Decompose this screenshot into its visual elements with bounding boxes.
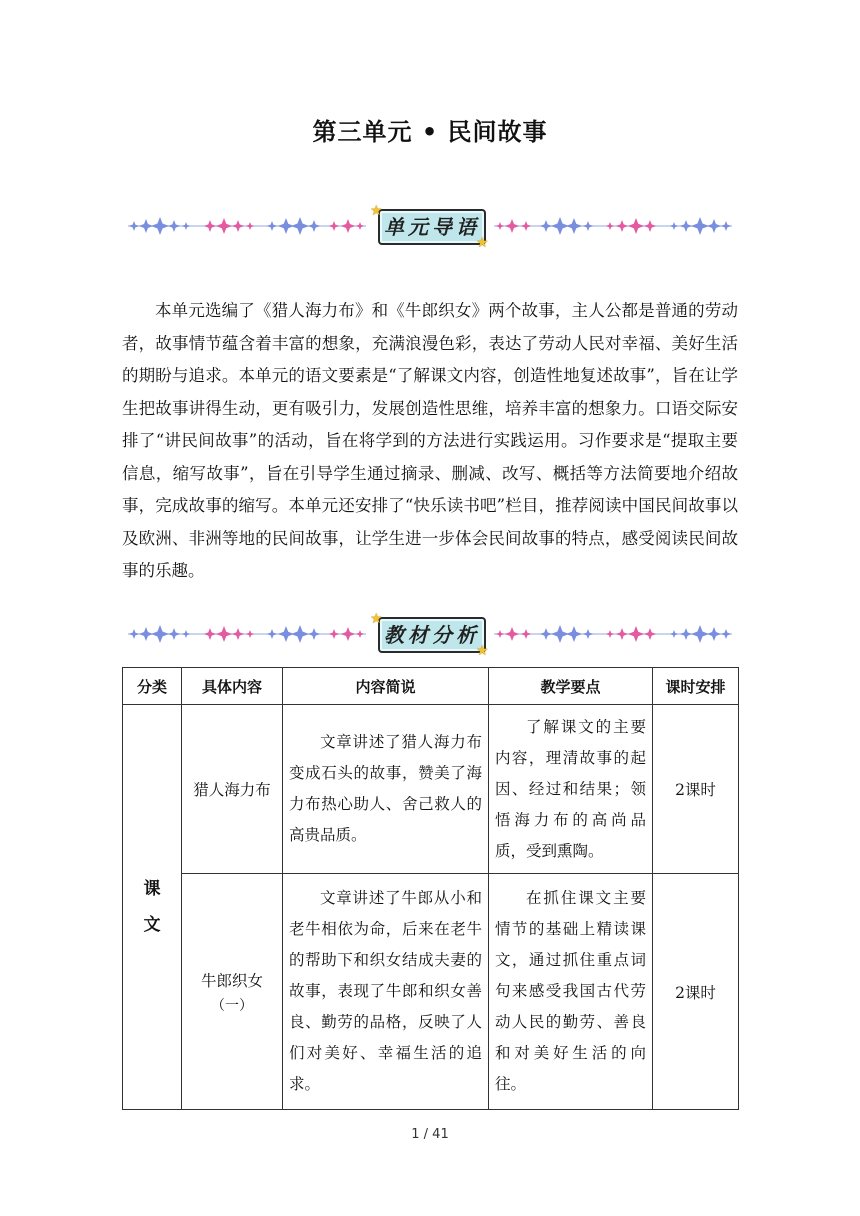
analysis-table [122,667,739,1110]
content-subtitle: （一） [211,997,253,1014]
page-number: 1 / 41 [411,1127,449,1142]
points-cell: 了解课文的主要内容，理清故事的起因、经过和结果；领悟海力布的高尚品质，受到熏陶。 [489,705,653,874]
star-icon: ★ [476,643,489,659]
star-icon: ★ [476,235,489,251]
star-icon: ★ [370,203,383,219]
category-cell [123,705,182,1110]
header-hours: 课时安排 [653,668,739,705]
table-row [123,874,739,1110]
hours-cell: 2课时 [653,705,739,874]
table-row [123,705,739,874]
hours-cell: 2课时 [653,874,739,1110]
header-summary: 内容简说 [283,668,489,705]
content-title: 牛郎织女 [200,971,263,990]
unit-intro-paragraph: 本单元选编了《猎人海力布》和《牛郎织女》两个故事，主人公都是普通的劳动者，故事情节蕴含着丰富的想象，充满浪漫色彩，表达了劳动人民对幸福、美好生活的期盼与追求。本单元的语文要素是“了解课文内容，创造性地复述故事”，旨在让学生把故事讲得生动，更有吸引力，发展创造性思维，培养丰富的想象力。口语交际安排了“讲民间故事”的活动，旨在将学到的方法进行实践运用。习作要求是“提取主要信息，缩写故事”，旨在引导学生通过摘录、删减、改写、概括等方法简要地介绍故事，完成故事的缩写。本单元还安排了“快乐读书吧”栏目，推荐阅读中国民间故事以及欧洲、非洲等地的民间故事，让学生进一步体会民间故事的特点，感受阅读民间故事的乐趣。 [122,301,738,580]
content-cell [182,705,283,874]
header-category: 分类 [123,668,182,705]
category-label: 课文 [143,879,161,935]
page-title: 第三单元 • 民间故事 [312,118,548,146]
unit-intro-banner [122,203,738,251]
summary-cell: 文章讲述了牛郎从小和老牛相依为命，后来在老牛的帮助下和织女结成夫妻的故事，表现了牛郎和织女善良、勤劳的品格，反映了人们对美好、幸福生活的追求。 [283,874,489,1110]
table-header-row [123,668,739,705]
summary-cell: 文章讲述了猎人海力布变成石头的故事，赞美了海力布热心助人、舍己救人的高贵品质。 [283,705,489,874]
star-icon: ★ [370,611,383,627]
points-cell: 在抓住课文主要情节的基础上精读课文，通过抓住重点词句来感受我国古代劳动人民的勤劳、善良和对美好生活的向往。 [489,874,653,1110]
unit-intro-label: 单元导语 [378,209,486,245]
textbook-analysis-label: 教材分析 [378,617,486,653]
header-teaching-points: 教学要点 [489,668,653,705]
content-cell [182,874,283,1110]
content-title: 猎人海力布 [193,781,271,799]
textbook-analysis-banner [122,611,738,659]
header-content: 具体内容 [182,668,283,705]
